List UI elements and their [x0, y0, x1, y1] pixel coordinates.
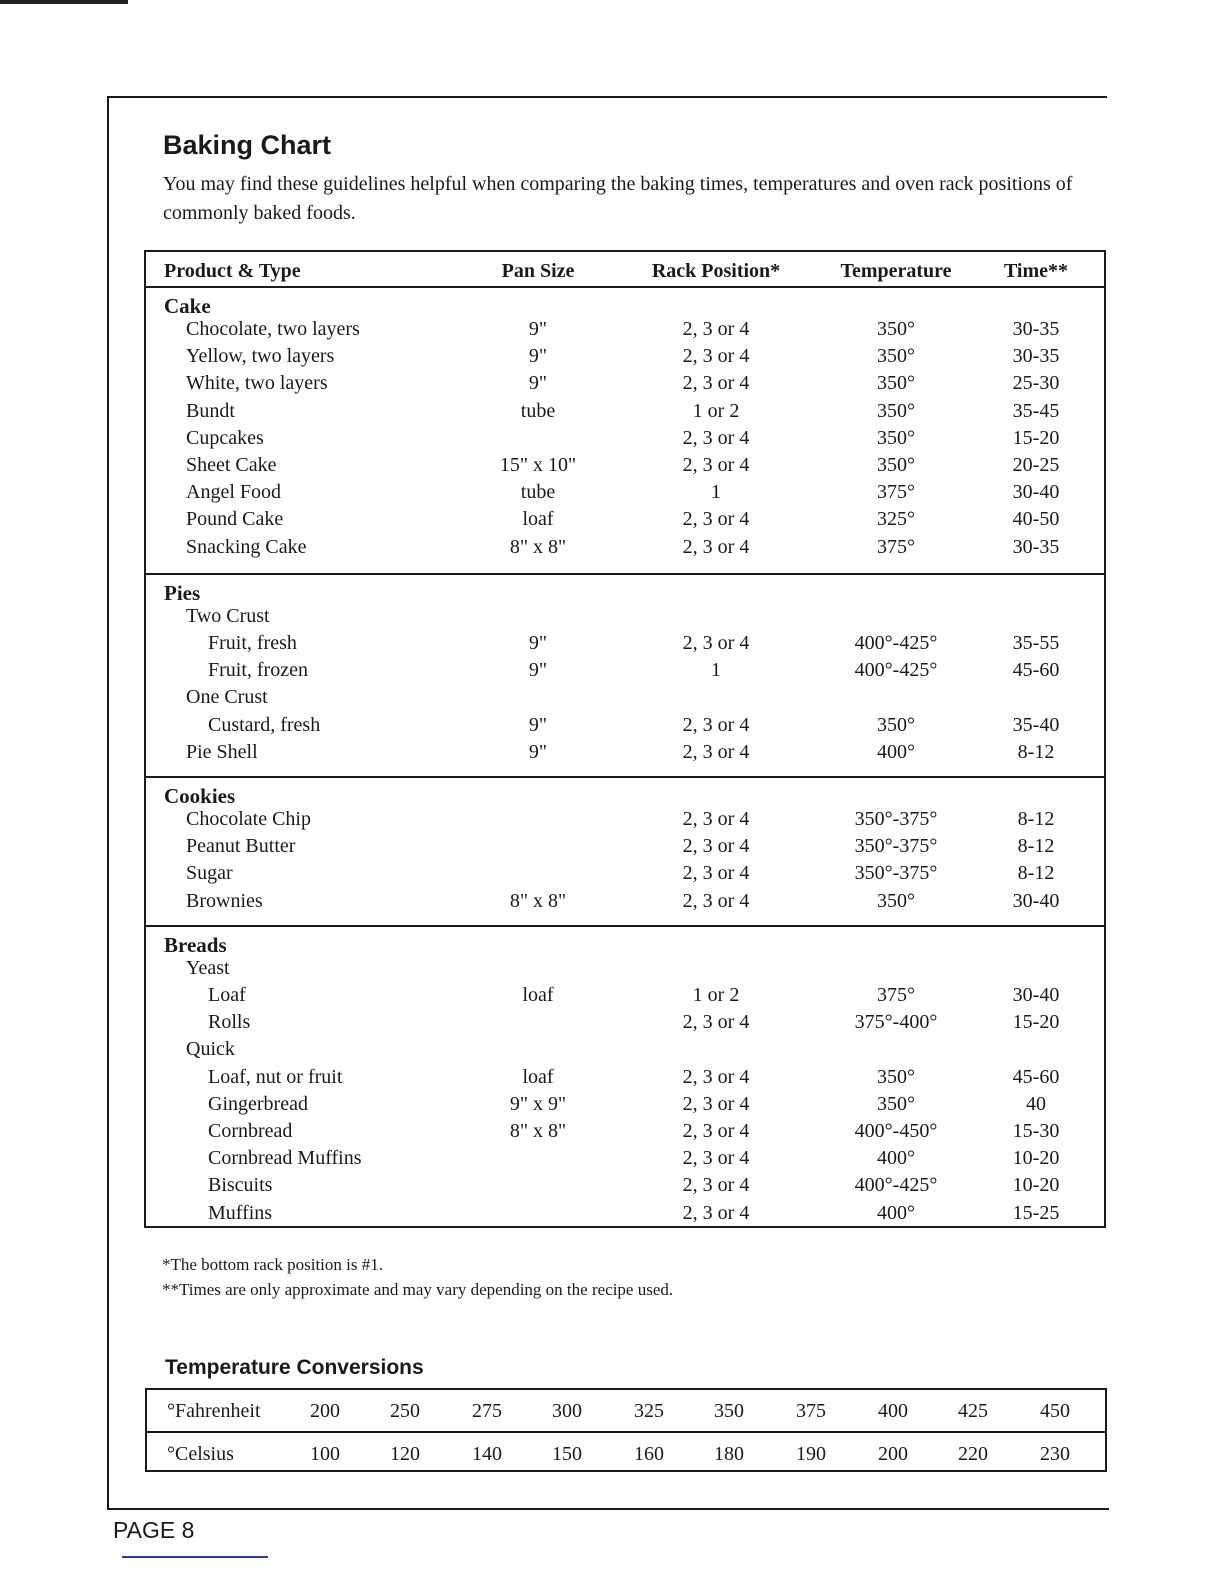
section-title: Cake — [164, 294, 211, 318]
cell-time: 40-50 — [1012, 508, 1060, 531]
cell-product: Quick — [186, 1038, 235, 1061]
cell-rack: 1 or 2 — [692, 399, 740, 422]
cell-temp: 375° — [877, 983, 915, 1006]
cell-product: Sheet Cake — [186, 454, 277, 476]
fahrenheit-value: 275 — [472, 1400, 502, 1422]
cell-time: 10-20 — [1012, 1174, 1060, 1197]
cell-product: Chocolate Chip — [186, 808, 311, 830]
cell-product: One Crust — [186, 686, 268, 709]
celsius-value: 190 — [796, 1443, 826, 1465]
cell-pan: 8" x 8" — [509, 889, 567, 912]
table-row — [146, 605, 1104, 632]
cell-rack: 2, 3 or 4 — [682, 713, 750, 736]
fahrenheit-value: 325 — [634, 1400, 664, 1422]
table-row — [146, 481, 1104, 508]
table-row — [146, 400, 1104, 427]
cell-time: 25-30 — [1012, 372, 1060, 395]
fahrenheit-value: 350 — [714, 1400, 744, 1422]
cell-temp: 350° — [877, 372, 915, 395]
cell-temp: 350° — [877, 426, 915, 449]
fahrenheit-value: 200 — [310, 1400, 340, 1422]
cell-pan: 9" — [528, 659, 548, 682]
cell-temp: 350°-375° — [854, 862, 938, 885]
cell-pan: loaf — [522, 508, 554, 531]
cell-temp: 350° — [877, 1065, 915, 1088]
cell-product: Gingerbread — [208, 1092, 308, 1115]
cell-product: Snacking Cake — [186, 535, 307, 558]
table-row — [146, 454, 1104, 481]
table-row — [146, 1147, 1104, 1174]
cell-temp: 400°-425° — [854, 631, 938, 654]
page-number: PAGE 8 — [113, 1517, 195, 1543]
cell-product: Angel Food — [186, 481, 281, 504]
cell-rack: 2, 3 or 4 — [682, 835, 750, 858]
cell-rack: 2, 3 or 4 — [682, 889, 750, 912]
cell-time: 20-25 — [1012, 454, 1060, 476]
fahrenheit-value: 300 — [552, 1400, 582, 1422]
cell-time: 30-35 — [1012, 345, 1060, 368]
cell-pan: 9" — [528, 345, 548, 368]
section-title: Breads — [164, 932, 227, 957]
fahrenheit-label: °Fahrenheit — [167, 1400, 261, 1422]
cell-time: 30-35 — [1012, 535, 1060, 558]
cell-product: Yellow, two layers — [186, 345, 335, 368]
footnotes — [162, 1252, 673, 1302]
baking-chart-table — [144, 250, 1106, 1228]
cell-time: 40 — [1026, 1092, 1046, 1115]
fahrenheit-value: 375 — [796, 1400, 826, 1422]
header-pan-size: Pan Size — [501, 260, 575, 282]
cell-time: 8-12 — [1017, 740, 1055, 763]
cell-temp: 350° — [877, 889, 915, 912]
cell-temp: 400° — [877, 1201, 915, 1224]
table-row — [146, 1120, 1104, 1147]
cell-product: Yeast — [186, 956, 230, 979]
cell-temp: 350° — [877, 399, 915, 422]
cell-product: Bundt — [186, 399, 235, 422]
celsius-value: 160 — [634, 1443, 664, 1465]
cell-rack: 2, 3 or 4 — [682, 1147, 750, 1170]
celsius-value: 180 — [714, 1443, 744, 1465]
cell-time: 8-12 — [1017, 862, 1055, 885]
fahrenheit-value: 400 — [878, 1400, 908, 1422]
bottom-rule — [107, 1508, 1109, 1510]
table-header — [146, 252, 1104, 288]
celsius-row — [147, 1431, 1105, 1473]
cell-pan: loaf — [522, 983, 554, 1006]
section-title: Pies — [164, 580, 201, 605]
table-row — [146, 1038, 1104, 1065]
table-row — [146, 741, 1104, 768]
cell-product: Muffins — [208, 1201, 273, 1224]
cell-product: Two Crust — [186, 604, 270, 627]
cell-temp: 375° — [877, 481, 915, 504]
cell-product: Fruit, frozen — [208, 659, 308, 682]
cell-rack: 2, 3 or 4 — [682, 372, 750, 395]
cell-time: 8-12 — [1017, 835, 1055, 858]
scan-mark — [0, 0, 128, 4]
table-row — [146, 1093, 1104, 1120]
cell-time: 30-40 — [1012, 983, 1060, 1006]
cell-product: Pound Cake — [186, 508, 284, 531]
cell-product: Sugar — [186, 862, 233, 885]
cell-temp: 350°-375° — [854, 808, 938, 830]
cell-pan: 9" — [528, 740, 548, 763]
table-row — [146, 835, 1104, 862]
cell-pan: 9" — [528, 631, 548, 654]
cell-pan: 9" — [528, 713, 548, 736]
cell-time: 45-60 — [1012, 659, 1060, 682]
cell-product: Loaf — [208, 983, 246, 1006]
cell-product: Loaf, nut or fruit — [208, 1065, 343, 1088]
cell-time: 35-45 — [1012, 399, 1060, 422]
cell-rack: 2, 3 or 4 — [682, 1092, 750, 1115]
celsius-label: °Celsius — [167, 1443, 234, 1465]
header-time: Time** — [1003, 260, 1069, 282]
cell-pan: 8" x 8" — [509, 535, 567, 558]
cell-time: 30-40 — [1012, 481, 1060, 504]
cell-pan: 9" — [528, 318, 548, 340]
table-row — [146, 508, 1104, 535]
cell-time: 15-30 — [1012, 1119, 1060, 1142]
cell-temp: 400° — [877, 1147, 915, 1170]
celsius-value: 220 — [958, 1443, 988, 1465]
cell-product: Fruit, fresh — [208, 631, 297, 654]
cell-time: 30-40 — [1012, 889, 1060, 912]
section-title: Cookies — [164, 784, 236, 808]
cell-temp: 375° — [877, 535, 915, 558]
table-row — [146, 984, 1104, 1011]
cell-time: 45-60 — [1012, 1065, 1060, 1088]
cell-temp: 400°-425° — [854, 659, 938, 682]
cell-time: 15-20 — [1012, 426, 1060, 449]
cell-pan: tube — [520, 481, 556, 504]
cell-pan: loaf — [522, 1065, 554, 1088]
table-row — [146, 862, 1104, 889]
page-title: Baking Chart — [163, 130, 332, 160]
cell-pan: 15" x 10" — [499, 454, 577, 476]
cell-rack: 2, 3 or 4 — [682, 1119, 750, 1142]
cell-rack: 2, 3 or 4 — [682, 740, 750, 763]
table-row — [146, 957, 1104, 984]
cell-product: Cornbread Muffins — [208, 1147, 362, 1170]
cell-product: White, two layers — [186, 372, 328, 395]
cell-temp: 350° — [877, 713, 915, 736]
cell-time: 15-20 — [1012, 1011, 1060, 1034]
cell-rack: 2, 3 or 4 — [682, 454, 750, 476]
footnote-time: **Times are only approximate and may vary depending on the recipe used. — [162, 1280, 674, 1299]
cell-product: Pie Shell — [186, 740, 258, 763]
table-row — [146, 632, 1104, 659]
top-rule — [107, 96, 1107, 98]
cell-rack: 2, 3 or 4 — [682, 318, 750, 340]
cell-rack: 2, 3 or 4 — [682, 1174, 750, 1197]
cell-time: 15-25 — [1012, 1201, 1060, 1224]
table-row — [146, 659, 1104, 686]
cell-temp: 400°-450° — [854, 1119, 938, 1142]
cell-product: Rolls — [208, 1011, 251, 1034]
cell-temp: 325° — [877, 508, 915, 531]
table-row — [146, 890, 1104, 917]
cell-temp: 400° — [877, 740, 915, 763]
table-row — [146, 808, 1104, 835]
cell-rack: 1 or 2 — [692, 983, 740, 1006]
cell-temp: 350° — [877, 454, 915, 476]
cell-rack: 2, 3 or 4 — [682, 1201, 750, 1224]
cell-rack: 2, 3 or 4 — [682, 808, 750, 830]
cell-pan: tube — [520, 399, 556, 422]
cell-rack: 1 — [711, 481, 721, 504]
celsius-value: 150 — [552, 1443, 582, 1465]
cell-temp: 400°-425° — [854, 1174, 938, 1197]
cell-rack: 2, 3 or 4 — [682, 508, 750, 531]
cell-product: Brownies — [186, 889, 263, 912]
cell-product: Biscuits — [208, 1174, 273, 1197]
cell-time: 8-12 — [1017, 808, 1055, 830]
fahrenheit-row — [147, 1390, 1105, 1430]
cell-product: Cornbread — [208, 1119, 293, 1142]
cell-rack: 2, 3 or 4 — [682, 1011, 750, 1034]
cell-temp: 350° — [877, 345, 915, 368]
cell-pan: 8" x 8" — [509, 1119, 567, 1142]
cell-product: Peanut Butter — [186, 835, 296, 858]
table-row — [146, 318, 1104, 345]
celsius-value: 100 — [310, 1443, 340, 1465]
section-pies — [146, 573, 1104, 776]
cell-temp: 350°-375° — [854, 835, 938, 858]
cell-time: 10-20 — [1012, 1147, 1060, 1170]
celsius-value: 200 — [878, 1443, 908, 1465]
celsius-value: 230 — [1040, 1443, 1070, 1465]
cell-product: Cupcakes — [186, 426, 264, 449]
section-cookies — [146, 776, 1104, 925]
fahrenheit-value: 425 — [958, 1400, 988, 1422]
fahrenheit-value: 250 — [390, 1400, 420, 1422]
cell-time: 35-55 — [1012, 631, 1060, 654]
conversions-table — [145, 1388, 1107, 1472]
table-row — [146, 1202, 1104, 1229]
cell-rack: 2, 3 or 4 — [682, 535, 750, 558]
table-row — [146, 536, 1104, 563]
cell-rack: 2, 3 or 4 — [682, 631, 750, 654]
table-row — [146, 372, 1104, 399]
intro-text: You may find these guidelines helpful when comparing the baking times, temperatures and oven rack positions of commonly baked foods. — [163, 173, 1073, 224]
cell-temp: 375°-400° — [854, 1011, 938, 1034]
cell-rack: 1 — [711, 659, 721, 682]
cell-temp: 350° — [877, 318, 915, 340]
header-temperature: Temperature — [840, 260, 952, 282]
left-rule — [107, 98, 109, 1510]
cell-time: 35-40 — [1012, 713, 1060, 736]
table-row — [146, 686, 1104, 713]
cell-rack: 2, 3 or 4 — [682, 1065, 750, 1088]
header-product: Product & Type — [164, 260, 301, 282]
table-row — [146, 714, 1104, 741]
section-cake — [146, 288, 1104, 573]
table-row — [146, 1011, 1104, 1038]
cell-product: Custard, fresh — [208, 713, 321, 736]
cell-rack: 2, 3 or 4 — [682, 426, 750, 449]
cell-rack: 2, 3 or 4 — [682, 862, 750, 885]
cell-product: Chocolate, two layers — [186, 318, 360, 340]
table-row — [146, 345, 1104, 372]
footnote-rack: *The bottom rack position is #1. — [162, 1255, 383, 1274]
header-rack-position: Rack Position* — [651, 260, 781, 282]
cell-rack: 2, 3 or 4 — [682, 345, 750, 368]
scan-mark — [122, 1556, 268, 1558]
table-row — [146, 1066, 1104, 1093]
cell-pan: 9" — [528, 372, 548, 395]
conversions-title: Temperature Conversions — [165, 1356, 424, 1379]
cell-temp: 350° — [877, 1092, 915, 1115]
celsius-value: 120 — [390, 1443, 420, 1465]
section-breads — [146, 925, 1104, 1237]
fahrenheit-value: 450 — [1040, 1400, 1070, 1422]
cell-pan: 9" x 9" — [509, 1092, 567, 1115]
table-row — [146, 427, 1104, 454]
celsius-value: 140 — [472, 1443, 502, 1465]
cell-time: 30-35 — [1012, 318, 1060, 340]
table-row — [146, 1174, 1104, 1201]
